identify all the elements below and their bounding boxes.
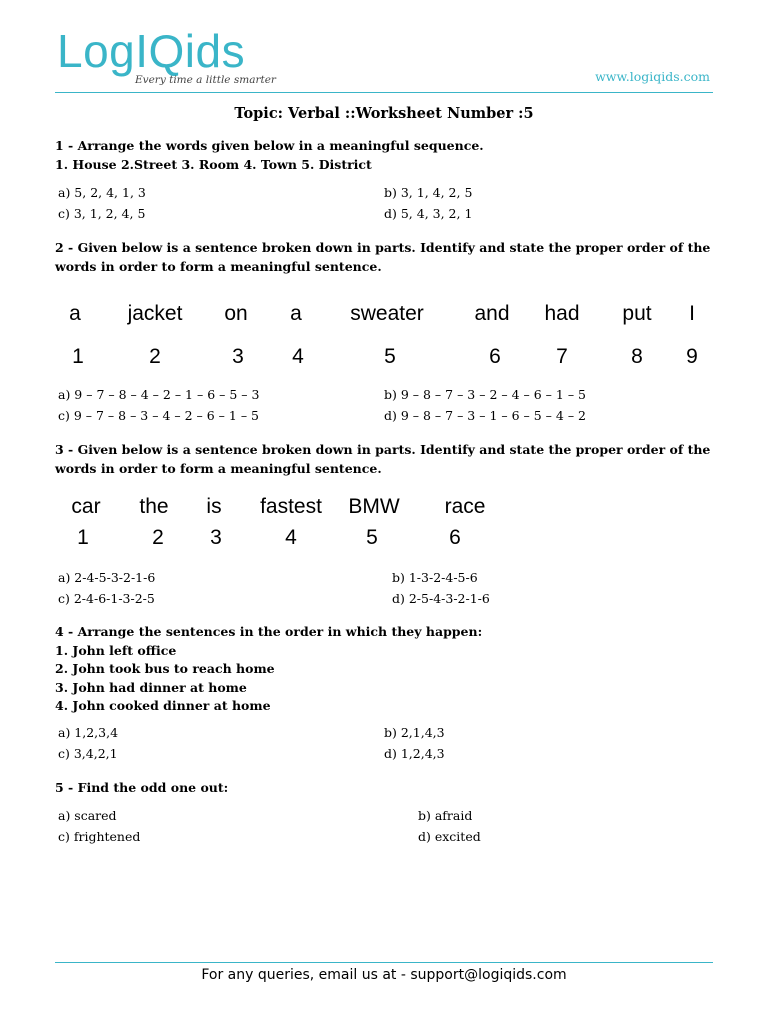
question-3-prompt: 3 - Given below is a sentence broken down in parts. Identify and state the proper order of the words in order to form a meaningful sentence. (55, 442, 711, 476)
q3-word: car (71, 495, 101, 518)
q2-number: 5 (384, 345, 396, 368)
q3-number: 5 (366, 526, 378, 549)
question-4-event: 3. John had dinner at home (55, 679, 247, 695)
q3-option-a: a) 2-4-5-3-2-1-6 (58, 570, 156, 585)
q2-number: 6 (489, 345, 501, 368)
q3-option-b: b) 1-3-2-4-5-6 (392, 570, 478, 585)
q2-word: had (544, 302, 580, 325)
q3-word: race (444, 495, 486, 518)
q2-word: sweater (350, 302, 424, 325)
q2-word: a (290, 302, 302, 325)
site-url-link[interactable]: www.logiqids.com (595, 69, 710, 84)
q2-option-c: c) 9 – 7 – 8 – 3 – 4 – 2 – 6 – 1 – 5 (58, 408, 260, 423)
logo (57, 25, 276, 86)
q2-number: 1 (72, 345, 84, 368)
logo-text: LogIQids (57, 25, 246, 77)
header-divider (55, 92, 713, 93)
q2-number: 4 (292, 345, 304, 368)
footer-divider (55, 962, 713, 963)
q3-number: 4 (285, 526, 297, 549)
question-1 (55, 137, 715, 174)
q1-option-c: c) 3, 1, 2, 4, 5 (58, 206, 146, 221)
q2-option-d: d) 9 – 8 – 7 – 3 – 1 – 6 – 5 – 4 – 2 (384, 408, 587, 423)
q2-word: jacket (127, 302, 183, 325)
q3-word: the (139, 495, 169, 518)
q2-option-a: a) 9 – 7 – 8 – 4 – 2 – 1 – 6 – 5 – 3 (58, 387, 260, 402)
question-4-event: 4. John cooked dinner at home (55, 698, 271, 713)
q2-word: I (689, 302, 695, 325)
question-4-event: 2. John took bus to reach home (55, 661, 275, 676)
q3-word: is (206, 495, 222, 518)
worksheet-topic: Topic: Verbal ::Worksheet Number :5 (234, 105, 534, 122)
q3-word: fastest (260, 495, 322, 518)
q1-option-a: a) 5, 2, 4, 1, 3 (58, 185, 146, 200)
q2-option-b: b) 9 – 8 – 7 – 3 – 2 – 4 – 6 – 1 – 5 (384, 387, 587, 402)
q3-number: 3 (210, 526, 222, 549)
q3-number: 6 (449, 526, 461, 549)
q2-word: put (622, 302, 652, 325)
q4-option-a: a) 1,2,3,4 (58, 725, 119, 740)
q2-word: a (69, 302, 81, 325)
footer-contact: For any queries, email us at - support@logiqids.com (201, 967, 567, 983)
q3-number: 1 (77, 526, 89, 549)
question-4-prompt: 4 - Arrange the sentences in the order in which they happen: (55, 624, 483, 639)
q3-word: BMW (348, 495, 400, 518)
question-2-prompt: 2 - Given below is a sentence broken down in parts. Identify and state the proper order of the words in order to form a meaningful sentence. (55, 240, 711, 274)
q2-word: and (474, 302, 510, 325)
q5-option-d: d) excited (418, 829, 481, 844)
q5-option-a: a) scared (58, 808, 117, 823)
q2-number: 9 (686, 345, 698, 368)
q5-option-b: b) afraid (418, 808, 473, 823)
q2-number: 8 (631, 345, 643, 368)
question-1-words: 1. House 2.Street 3. Room 4. Town 5. District (55, 156, 372, 172)
q4-option-d: d) 1,2,4,3 (384, 746, 445, 761)
logo-tagline: Every time a little smarter (135, 74, 276, 86)
q1-option-b: b) 3, 1, 4, 2, 5 (384, 185, 473, 200)
q5-option-c: c) frightened (58, 829, 141, 844)
q4-option-b: b) 2,1,4,3 (384, 725, 445, 740)
question-4 (55, 623, 715, 716)
question-1-prompt: 1 - Arrange the words given below in a meaningful sequence. (55, 138, 484, 153)
question-4-event: 1. John left office (55, 642, 177, 658)
q2-number: 3 (232, 345, 244, 368)
q2-number: 7 (556, 345, 568, 368)
q2-word: on (224, 302, 248, 325)
q3-number: 2 (152, 526, 164, 549)
q4-option-c: c) 3,4,2,1 (58, 746, 118, 761)
q3-option-d: d) 2-5-4-3-2-1-6 (392, 591, 490, 606)
q3-option-c: c) 2-4-6-1-3-2-5 (58, 591, 155, 606)
q1-option-d: d) 5, 4, 3, 2, 1 (384, 206, 473, 221)
q2-number: 2 (149, 345, 161, 368)
question-5-prompt: 5 - Find the odd one out: (55, 780, 229, 795)
